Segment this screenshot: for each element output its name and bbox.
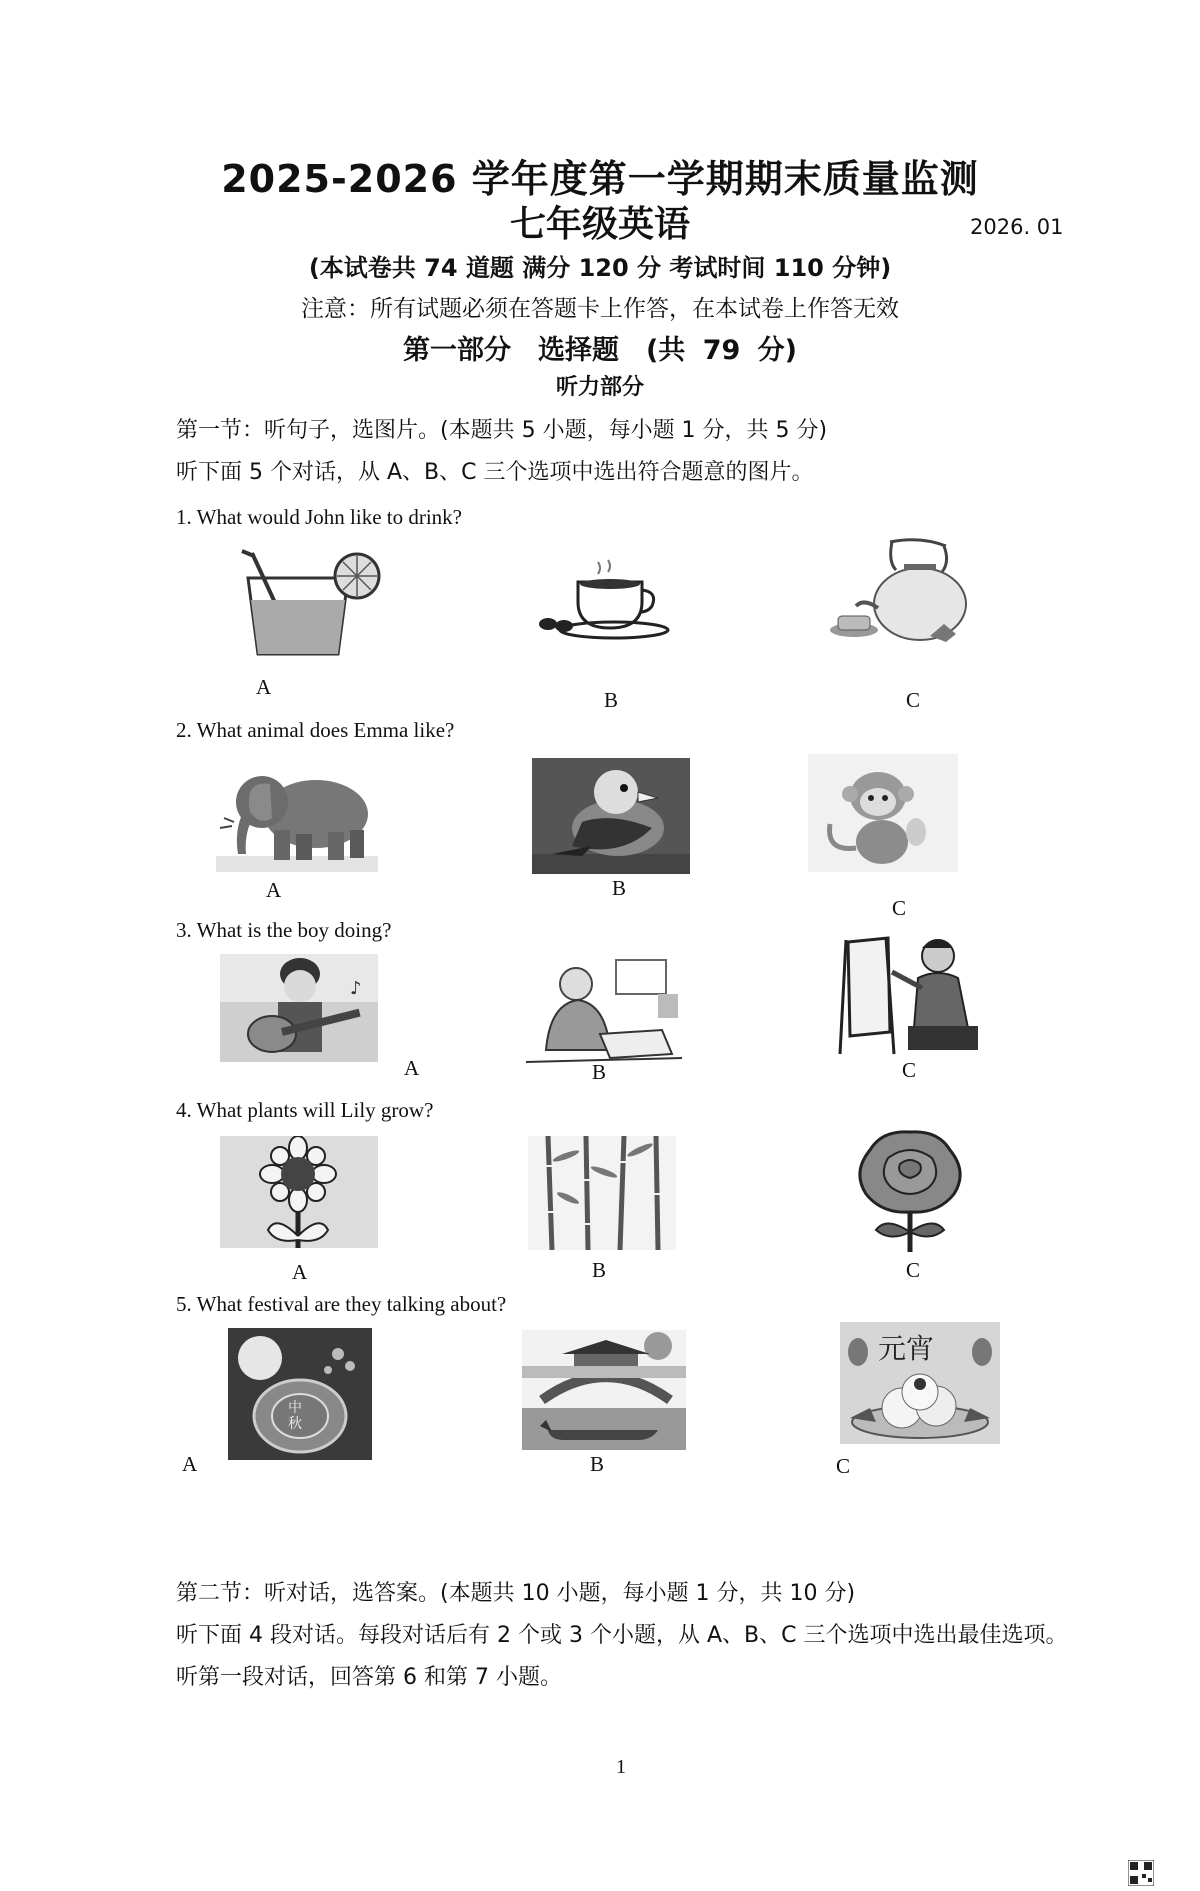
guitar-boy-icon (220, 954, 378, 1062)
q2-option-b: B (612, 876, 627, 900)
exam-notice: 注意：所有试题必须在答题卡上作答，在本试卷上作答无效 (301, 296, 899, 322)
section2-instruction: 听下面 4 段对话。每段对话后有 2 个或 3 个小题，从 A、B、C 三个选项中选出最佳选项。 (176, 1623, 1068, 1648)
dragon-boat-icon (522, 1330, 686, 1450)
q2-option-a: A (266, 878, 282, 902)
q3-option-b: B (592, 1060, 607, 1084)
svg-text:中: 中 (288, 1400, 302, 1416)
q4-option-a: A (292, 1260, 308, 1284)
q4-option-c: C (906, 1258, 921, 1282)
page-number: 1 (616, 1756, 626, 1778)
lantern-festival-icon (840, 1322, 1000, 1444)
coffee-cup-icon (538, 558, 674, 642)
question-5: 5. What festival are they talking about? (176, 1292, 507, 1316)
painter-icon (838, 932, 986, 1056)
section2-sub-instruction: 听第一段对话，回答第 6 和第 7 小题。 (176, 1665, 562, 1690)
q1-option-a: A (256, 675, 272, 699)
rose-icon (848, 1128, 972, 1252)
elephant-icon (216, 760, 378, 872)
svg-text:♪: ♪ (350, 978, 362, 999)
section-name: 听力部分 (555, 375, 644, 400)
q4-option-b: B (592, 1258, 607, 1282)
question-4: 4. What plants will Lily grow? (176, 1098, 434, 1122)
question-1: 1. What would John like to drink? (176, 505, 462, 529)
exam-subject: 七年级英语 (509, 204, 690, 245)
q5-option-c: C (836, 1454, 851, 1478)
question-3: 3. What is the boy doing? (176, 918, 392, 942)
teapot-icon (826, 538, 976, 646)
laptop-man-icon (526, 954, 682, 1066)
section2-heading: 第二节：听对话，选答案。(本题共 10 小题，每小题 1 分，共 10 分) (176, 1581, 856, 1606)
q3-option-c: C (902, 1058, 917, 1082)
bamboo-icon (528, 1136, 676, 1250)
monkey-icon (808, 754, 958, 872)
juice-glass-icon (222, 548, 386, 658)
section1-heading: 第一节：听句子，选图片。(本题共 5 小题，每小题 1 分，共 5 分) (176, 418, 828, 443)
sunflower-icon (220, 1136, 378, 1248)
mooncake-icon (228, 1328, 372, 1460)
q5-option-b: B (590, 1452, 605, 1476)
question-2: 2. What animal does Emma like? (176, 718, 455, 742)
pigeon-icon (532, 758, 690, 874)
q5-option-a: A (182, 1452, 198, 1476)
part-heading: 第一部分 选择题 (共 79 分) (402, 335, 798, 366)
picture-text-yuanxiao: 元宵 (878, 1332, 935, 1365)
q3-option-a: A (404, 1056, 420, 1080)
section1-instruction: 听下面 5 个对话，从 A、B、C 三个选项中选出符合题意的图片。 (176, 460, 814, 485)
q2-option-c: C (892, 896, 907, 920)
exam-date: 2026. 01 (970, 215, 1064, 239)
exam-title: 2025-2026 学年度第一学期期末质量监测 (221, 157, 979, 201)
svg-text:秋: 秋 (288, 1416, 302, 1432)
qr-code-icon (1128, 1860, 1154, 1886)
q1-option-c: C (906, 688, 921, 712)
exam-info: (本试卷共 74 道题 满分 120 分 考试时间 110 分钟) (308, 254, 892, 282)
q1-option-b: B (604, 688, 619, 712)
